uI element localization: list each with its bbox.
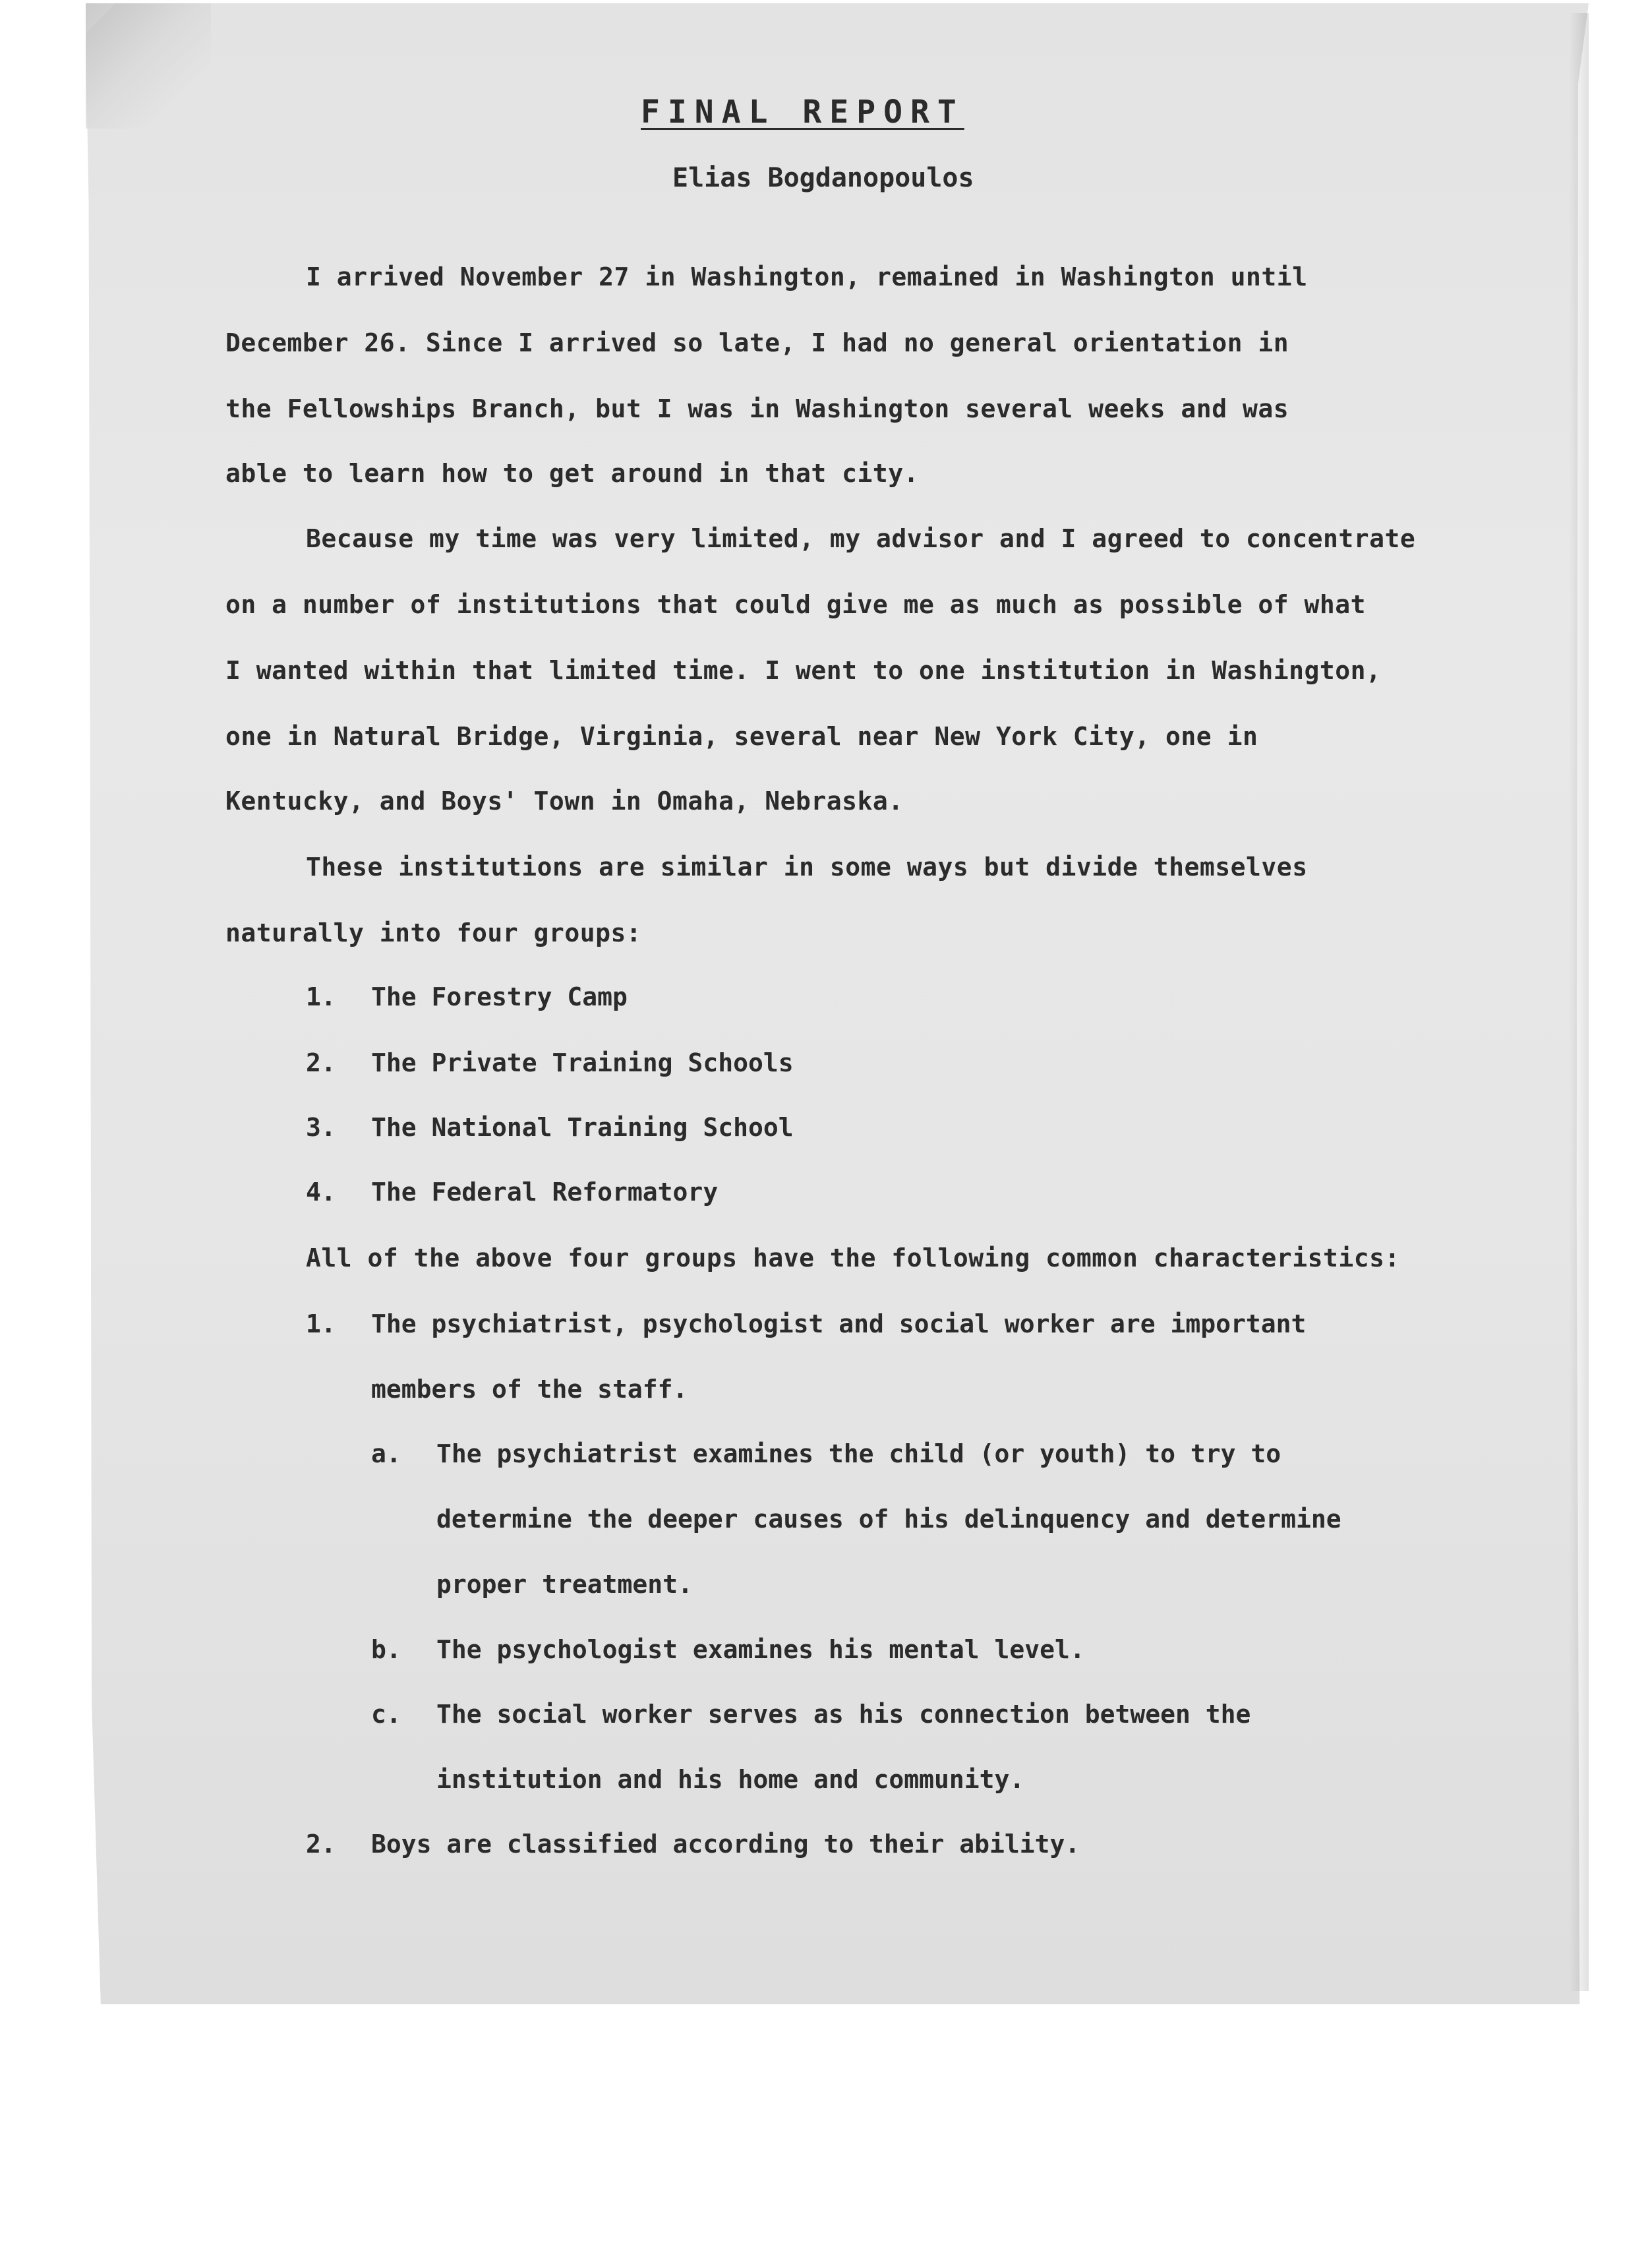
paragraph-1-line-3: the Fellowships Branch, but I was in Washington several weeks and was [225,394,1289,423]
subitem-line: The social worker serves as his connection between the [436,1700,1251,1729]
document-title: FINAL REPORT [641,94,964,131]
subitem-letter: c. [371,1700,401,1729]
paragraph-1-line-4: able to learn how to get around in that city. [225,459,920,488]
paragraph-3-line-1: These institutions are similar in some ways but divide themselves [306,852,1308,881]
subitem-line: proper treatment. [436,1570,693,1599]
characteristic-line: members of the staff. [371,1375,688,1404]
group-number: 2. [306,1048,336,1077]
group-number: 1. [306,982,336,1011]
group-label: The Forestry Camp [371,982,628,1011]
subitem-line: The psychiatrist examines the child (or youth) to try to [436,1439,1281,1468]
paragraph-2-line-4: one in Natural Bridge, Virginia, several near New York City, one in [225,722,1258,751]
document-author: Elias Bogdanopoulos [672,163,974,193]
paragraph-2-line-5: Kentucky, and Boys' Town in Omaha, Nebraska. [225,787,904,816]
group-label: The Federal Reformatory [371,1178,719,1207]
subitem-letter: a. [371,1439,401,1468]
paragraph-1-line-2: December 26. Since I arrived so late, I had no general orientation in [225,328,1289,357]
group-label: The National Training School [371,1113,794,1142]
paragraph-2-line-3: I wanted within that limited time. I went to one institution in Washington, [225,656,1382,685]
paragraph-2-line-1: Because my time was very limited, my advisor and I agreed to concentrate [306,524,1416,553]
group-number: 3. [306,1113,336,1142]
paragraph-1-line-1: I arrived November 27 in Washington, remained in Washington until [306,262,1308,291]
group-label: The Private Training Schools [371,1048,794,1077]
subitem-letter: b. [371,1635,401,1664]
characteristic-line: Boys are classified according to their ability. [371,1830,1080,1859]
subitem-line: The psychologist examines his mental level. [436,1635,1085,1664]
characteristics-intro: All of the above four groups have the following common characteristics: [306,1243,1400,1272]
characteristic-line: The psychiatrist, psychologist and social worker are important [371,1309,1307,1338]
subitem-line: determine the deeper causes of his delinquency and determine [436,1505,1341,1534]
characteristic-number: 1. [306,1309,336,1338]
paragraph-3-line-2: naturally into four groups: [225,918,642,947]
group-number: 4. [306,1178,336,1207]
paragraph-2-line-2: on a number of institutions that could give me as much as possible of what [225,590,1366,619]
characteristic-number: 2. [306,1830,336,1859]
subitem-line: institution and his home and community. [436,1765,1025,1794]
